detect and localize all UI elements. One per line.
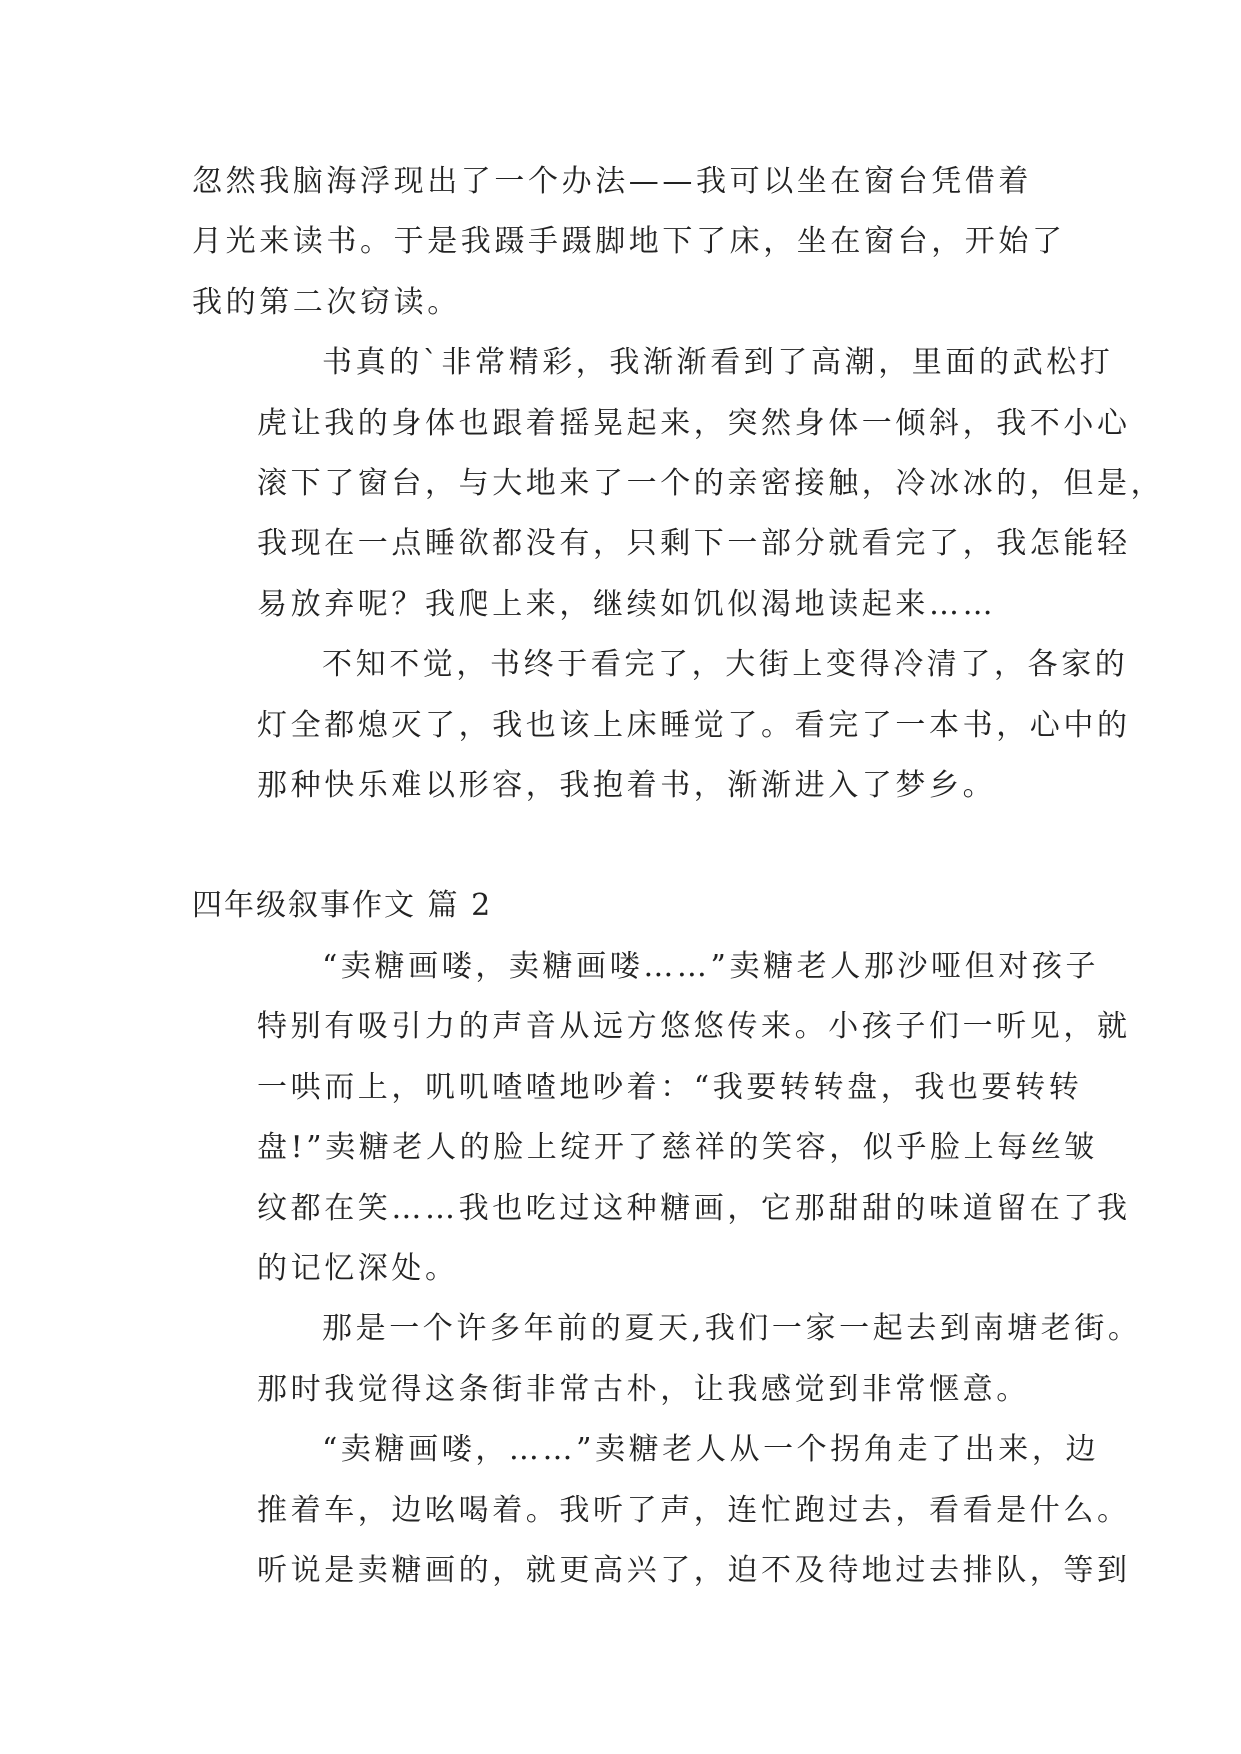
text-line: 的记忆深处。 [257,1250,459,1286]
text-line: 听说是卖糖画的，就更高兴了，迫不及待地过去排队，等到 [257,1552,1131,1588]
text-line: 书真的`非常精彩，我渐渐看到了高潮，里面的武松打 [322,345,1114,381]
paragraph [192,635,1131,816]
text-line: 特别有吸引力的声音从远方悠悠传来。小孩子们一听见，就 [257,1009,1131,1045]
section-title [192,876,1052,936]
paragraph-continued [192,152,1066,333]
text-line: 我的第二次窃读。 [192,284,461,320]
paragraph [192,1299,1142,1420]
text-line: 那种快乐难以形容，我抱着书，渐渐进入了梦乡。 [257,768,997,804]
text-line: 忽然我脑海浮现出了一个办法——我可以坐在窗台凭借着 [192,164,1032,199]
text-line: “卖糖画喽，卖糖画喽……”卖糖老人那沙哑但对孩子 [322,948,1100,984]
paragraph [192,937,1131,1299]
text-line: 滚下了窗台，与大地来了一个的亲密接触，冷冰冰的，但是， [257,466,1165,502]
paragraph [192,333,1165,635]
text-line: 月光来读书。于是我蹑手蹑脚地下了床，坐在窗台，开始了 [192,224,1066,260]
text-line: “卖糖画喽，……”卖糖老人从一个拐角走了出来，边 [322,1432,1100,1468]
text-line: 一哄而上，叽叽喳喳地吵着：“我要转转盘，我也要转转 [257,1069,1083,1105]
paragraph [192,1420,1131,1601]
text-line: 推着车，边吆喝着。我听了声，连忙跑过去，看看是什么。 [257,1492,1131,1528]
text-line: 虎让我的身体也跟着摇晃起来，突然身体一倾斜，我不小心 [257,405,1131,441]
document-body [192,152,1165,1601]
section-title-text: 四年级叙事作文 篇 2 [192,888,493,924]
text-line: 那时我觉得这条街非常古朴，让我感觉到非常惬意。 [257,1371,1030,1407]
text-line: 不知不觉，书终于看完了，大街上变得冷清了，各家的 [322,647,1129,683]
text-line: 盘!”卖糖老人的脸上绽开了慈祥的笑容，似乎脸上每丝皱 [257,1130,1098,1166]
text-line: 易放弃呢？我爬上来，继续如饥似渴地读起来…… [257,586,997,622]
text-line: 纹都在笑……我也吃过这种糖画，它那甜甜的味道留在了我 [257,1190,1131,1226]
text-line: 灯全都熄灭了，我也该上床睡觉了。看完了一本书，心中的 [257,707,1131,743]
text-line: 我现在一点睡欲都没有，只剩下一部分就看完了，我怎能轻 [257,526,1131,562]
text-line: 那是一个许多年前的夏天,我们一家一起去到南塘老街。 [322,1311,1142,1347]
